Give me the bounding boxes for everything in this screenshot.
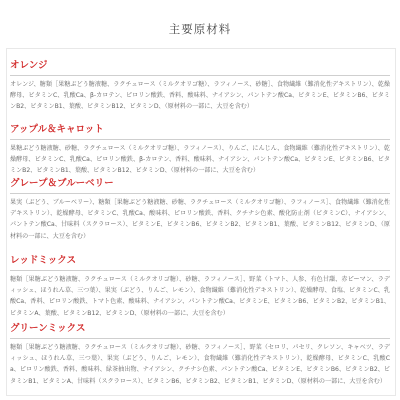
section-ingredients-text: 果実（ぶどう、ブルーベリー）、糖類［果糖ぶどう糖液糖、砂糖、ラクチュロース（ミルクオリゴ糖）、ラフィノース］、食物繊維（難消化性デキストリン）、乾燥酵母、ビタミンC、乳酸Ca、酸味料、ピロリン酸鉄、香料、クチナシ色素、酸化防止剤（ビタミンC）、ナイアシン、パントテン酸Ca、甘味料（スクラロース）、ビタミンE、ビタミンB6、ビタミンB2、ビタミンB1、葉酸、ビタミンB12、ビタミンD、（原材料の一部に、大豆を含む） [10, 199, 390, 240]
page-title: 主要原材料 [168, 22, 232, 36]
section-apple-carrot [10, 124, 390, 177]
section-heading: グリーンミックス [10, 323, 86, 334]
section-green-mix [10, 323, 390, 387]
section-ingredients-text: 糖類［果糖ぶどう糖液糖、ラクチュロース（ミルクオリゴ糖）、砂糖、ラフィノース］、野菜（セロリ、パセリ、クレソン、キャベツ、ラディッシュ、ほうれん草、三つ葉）、果実（ぶどう、りんご、レモン）、食物繊維（難消化性デキストリン）、乾燥酵母、ビタミンC、乳酸Ca、ピロリン酸鉄、香料、酸味料、緑茶抽出物、ナイアシン、クチナシ色素、パントテン酸Ca、ビタミンE、ビタミンB6、ビタミンB2、ビタミンB1、ビタミンA、甘味料（スクラロース）、ビタミンB6、ビタミンB2、ビタミンB1、ビタミンD、（原材料の一部に、大豆を含む） [10, 344, 390, 385]
section-heading: アップル＆キャロット [10, 124, 104, 135]
section-divider [10, 270, 390, 271]
section-ingredients-text: オレンジ、糖類［果糖ぶどう糖液糖、ラクチュロース（ミルクオリゴ糖）、ラフィノース、砂糖］、食物繊維（難消化性デキストリン）、乾燥酵母、ビタミンC、乳酸Ca、β-カロテン、ピロリン酸鉄、香料、酸味料、ナイアシン、パントテン酸Ca、ビタミンE、ビタミンB6、ビタミンB2、ビタミンB1、葉酸、ビタミンB12、ビタミンD、（原材料の一部に、大豆を含む） [10, 81, 390, 111]
section-heading: グレープ＆ブルーベリー [10, 178, 114, 189]
section-divider [10, 75, 390, 76]
section-ingredients-text: 果糖ぶどう糖液糖、砂糖、ラクチュロース（ミルクオリゴ糖）、ラフィノース）、りんご、にんじん、食物繊維（難消化性デキストリン）、乾燥酵母、ビタミンC、乳酸Ca、ピロリン酸鉄、β-カロテン、香料、酸味料、ナイアシン、パントテン酸Ca、ビタミンE、ビタミンB6、ビタミンB2、ビタミンB1、葉酸、ビタミンB12、ビタミンD、（原材料の一部に、大豆を含む） [10, 145, 390, 175]
section-divider [10, 193, 390, 194]
section-divider [10, 139, 390, 140]
section-red-mix [10, 255, 390, 319]
section-heading: レッドミックス [10, 255, 77, 266]
section-ingredients-text: 糖類［果糖ぶどう糖液糖、ラクチュロース（ミルクオリゴ糖）、砂糖、ラフィノース］、野菜（トマト、人参、有色甘藷、赤ピーマン、ラディッシュ、ほうれん草、三つ葉）、果実（ぶどう、りんご、レモン）、食物繊維（難消化性デキストリン）、乾燥酵母、食塩、ビタミンC、乳酸Ca、香料、ピロリン酸鉄、トマト色素、酸味料、ナイアシン、パントテン酸Ca、ビタミンE、ビタミンB6、ビタミンB2、ビタミンB1、ビタミンA、葉酸、ビタミンB12、ビタミンD、（原材料の一部に、大豆を含む） [10, 276, 390, 317]
section-orange [10, 60, 390, 113]
section-heading: オレンジ [10, 60, 48, 71]
section-grape-blueberry [10, 178, 390, 242]
section-divider [10, 338, 390, 339]
